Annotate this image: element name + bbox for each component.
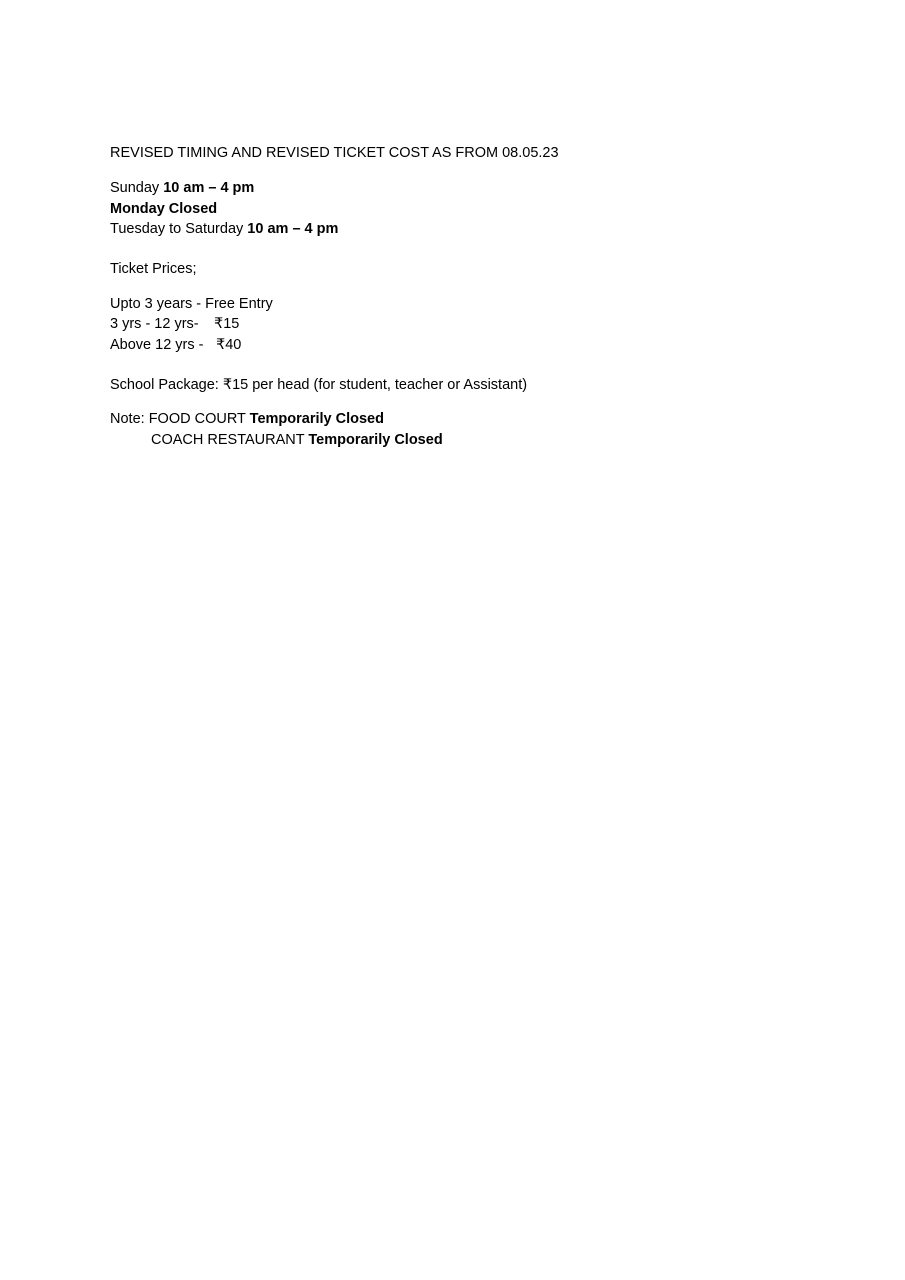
note-item-status: Temporarily Closed xyxy=(308,432,443,448)
note-item-status: Temporarily Closed xyxy=(249,411,384,427)
note-prefix: Note: xyxy=(110,411,149,427)
tue-sat-timing xyxy=(110,219,338,239)
monday-timing: Monday Closed xyxy=(110,201,218,217)
tue-sat-label: Tuesday to Saturday xyxy=(110,221,244,237)
sunday-hours: 10 am – 4 pm xyxy=(163,180,255,196)
tue-sat-hours: 10 am – 4 pm xyxy=(247,221,339,237)
price-row xyxy=(110,294,273,314)
sunday-label: Sunday xyxy=(110,180,160,196)
price-value: ₹15 xyxy=(214,316,240,332)
price-label: 3 yrs - 12 yrs- xyxy=(110,316,199,332)
sunday-timing xyxy=(110,178,254,198)
note-line-coach-restaurant xyxy=(151,430,443,450)
school-package: School Package: ₹15 per head (for student, teacher or Assistant) xyxy=(110,377,528,393)
note-line-food-court xyxy=(110,409,384,429)
price-row xyxy=(110,314,239,334)
price-row xyxy=(110,335,241,355)
ticket-prices-heading: Ticket Prices; xyxy=(110,261,197,277)
price-value: ₹40 xyxy=(216,337,242,353)
price-label: Upto 3 years - Free Entry xyxy=(110,296,273,312)
note-item-name: FOOD COURT xyxy=(148,411,246,427)
note-item-name: COACH RESTAURANT xyxy=(151,432,305,448)
price-label: Above 12 yrs - xyxy=(110,337,204,353)
document-heading: REVISED TIMING AND REVISED TICKET COST AS FROM 08.05.23 xyxy=(110,145,559,161)
